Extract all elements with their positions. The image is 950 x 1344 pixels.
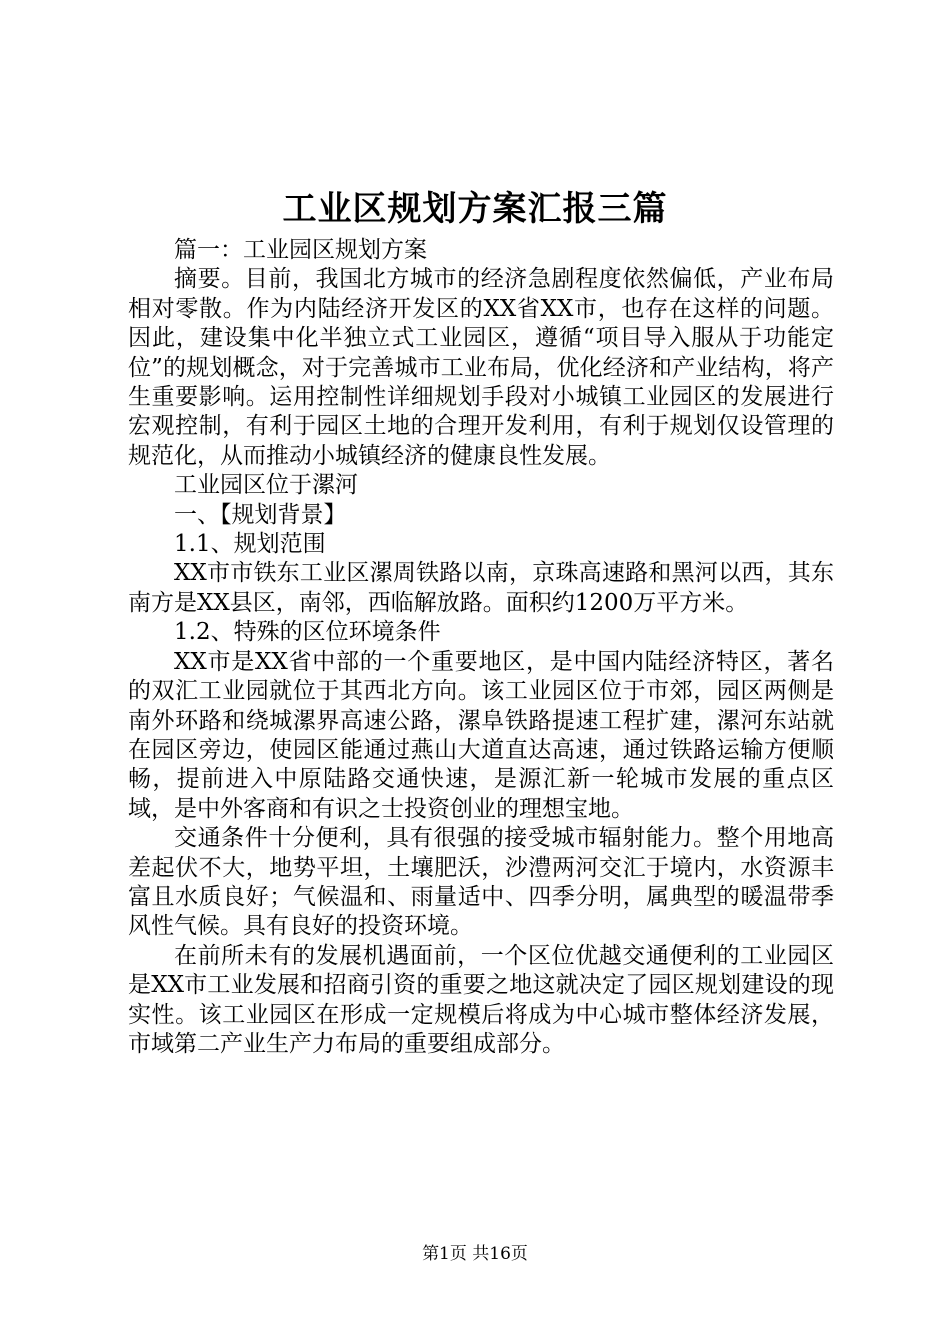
page-footer: 第1页 共16页 xyxy=(422,1244,528,1264)
document-body xyxy=(128,236,834,1059)
subheading-location-conditions: 1.2、特殊的区位环境条件 xyxy=(174,619,441,646)
planning-scope-paragraph: XX市市铁东工业区漯周铁路以南，京珠高速路和黑河以西，其东南方是XX县区，南邻，西临解放路。面积约1200万平方米。 xyxy=(128,560,834,616)
development-opportunity-paragraph: 在前所未有的发展机遇面前，一个区位优越交通便利的工业园区是XX市工业发展和招商引资的重要之地这就决定了园区规划建设的现实性。该工业园区在形成一定规模后将成为中心城市整体经济发展，市域第二产业生产力布局的重要组成部分。 xyxy=(128,942,834,1057)
subheading-planning-scope: 1.1、规划范围 xyxy=(174,531,326,558)
location-conditions-paragraph: XX市是XX省中部的一个重要地区，是中国内陆经济特区，著名的双汇工业园就位于其西北方向。该工业园区位于市郊，园区两侧是南外环路和绕城漯界高速公路，漯阜铁路提速工程扩建，漯河东站就在园区旁边，使园区能通过燕山大道直达高速，通过铁路运输方便顺畅，提前进入中原陆路交通快速，是源汇新一轮城市发展的重点区域，是中外客商和有识之士投资创业的理想宝地。 xyxy=(128,648,834,822)
abstract-paragraph: 摘要。目前，我国北方城市的经济急剧程度依然偏低，产业布局相对零散。作为内陆经济开发区的XX省XX市，也存在这样的问题。因此，建设集中化半独立式工业园区，遵循“项目导入服从于功能定位”的规划概念，对于完善城市工业布局，优化经济和产业结构，将产生重要影响。运用控制性详细规划手段对小城镇工业园区的发展进行宏观控制，有利于园区土地的合理开发利用，有利于规划仅设管理的规范化，从而推动小城镇经济的健康良性发展。 xyxy=(128,266,834,469)
document-title: 工业区规划方案汇报三篇 xyxy=(282,189,668,229)
transport-conditions-paragraph: 交通条件十分便利，具有很强的接受城市辐射能力。整个用地高差起伏不大，地势平坦，土壤肥沃，沙澧两河交汇于境内，水资源丰富且水质良好；气候温和、雨量适中、四季分明，属典型的暖温带季风性气候。具有良好的投资环境。 xyxy=(128,825,834,940)
location-line: 工业园区位于漯河 xyxy=(174,472,358,499)
section-heading-part-one: 篇一：工业园区规划方案 xyxy=(174,237,427,263)
section-heading-background: 一、【规划背景】 xyxy=(174,501,347,528)
